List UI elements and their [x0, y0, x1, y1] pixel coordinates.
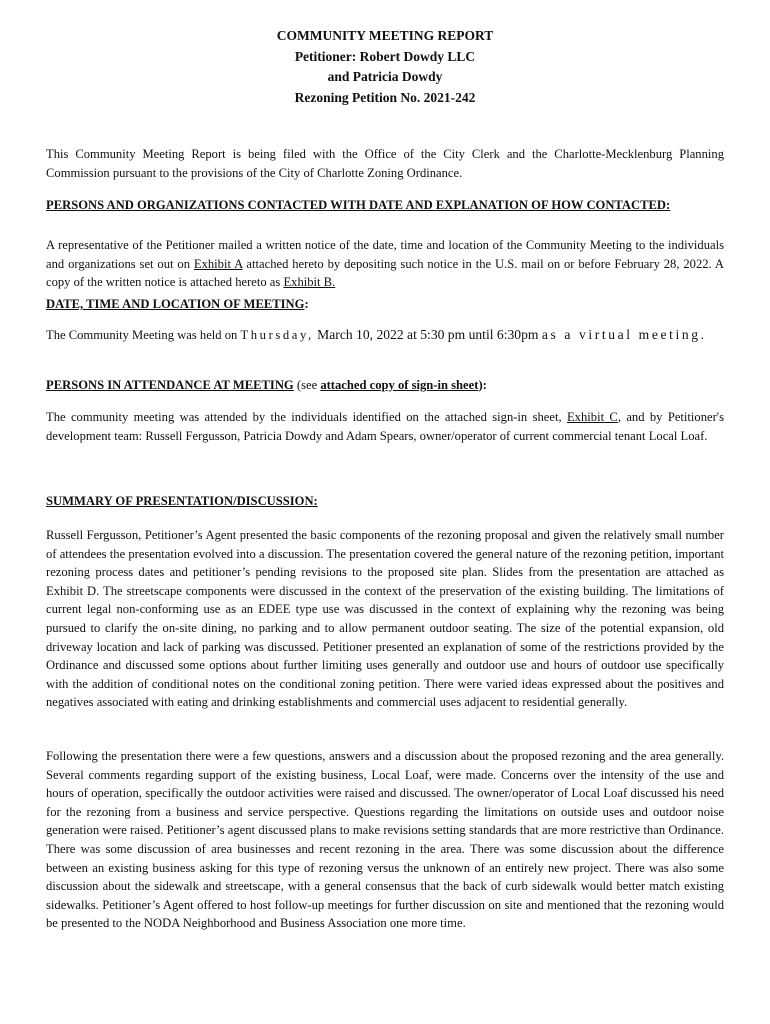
attendance-text: The community meeting was attended by the individuals identified on the attached sign-in sheet, [46, 410, 567, 424]
exhibit-b-link[interactable]: Exhibit B. [283, 275, 336, 290]
see-suffix: ): [478, 378, 487, 392]
date-time-text: The Community Meeting was held on [46, 328, 241, 342]
summary-paragraph-1: Russell Fergusson, Petitioner’s Agent presented the basic components of the rezoning proposal and given the relatively small number of attendees the presentation evolved into a discussion. The presentation covered the general nature of the rezoning petition, important rezoning process dates and petitioner’s pending revisions to the proposed site plan. Slides from the presentation are attached as Exhibit D. The streetscape components were discussed in the context of the preservation of the existing building. The limitations of current legal non-conforming use as an EDEE type use was discussed in the context of explaining why the rezoning was being pursued to clarify the on-site dining, no parking and to allow permanent outdoor seating. The size of the potential expansion, old driveway location and lack of parking was discussed. Petitioner presented an explanation of some of the restrictions provided by the Ordinance and discussed some options about further limiting uses generally and outdoor use and hours of outdoor use specifically with the addition of conditional notes on the conditional zoning petition. There were varied ideas expressed about the positives and negatives associated with eating and drinking establishments and commercial uses adjacent to residential generally. [46, 528, 724, 710]
attendance-text-2: , and by Petitioner's development team: Russell Fergusson, Patricia Dowdy and Adam Spears, owner/operator of current commercial tenant Local Loaf. [46, 410, 724, 443]
persons-contacted-paragraph [46, 236, 724, 292]
meeting-format: as a virtual meeting. [541, 327, 707, 342]
attendance-heading-text: PERSONS IN ATTENDANCE AT MEETING [46, 378, 294, 392]
report-title-block [0, 26, 770, 108]
see-prefix: (see [293, 378, 321, 392]
attendance-heading [46, 377, 724, 393]
date-time-heading-colon: : [304, 297, 309, 311]
contacted-text-2: attached hereto by depositing such notice in the U.S. mail on or before February 28, 2022. A copy of the written notice is attached hereto as [46, 256, 724, 290]
attendance-paragraph [46, 408, 724, 445]
date-time-heading [46, 296, 724, 312]
date-time-heading-text: DATE, TIME AND LOCATION OF MEETING [46, 297, 305, 311]
meeting-day: Thursday, [240, 328, 314, 342]
report-title: COMMUNITY MEETING REPORT [276, 28, 494, 43]
meeting-date-time: March 10, 2022 at 5:30 pm until 6:30pm [313, 327, 542, 342]
sign-in-sheet-link[interactable]: attached copy of sign-in sheet [320, 378, 479, 392]
petition-number: Rezoning Petition No. 2021-242 [294, 89, 476, 105]
exhibit-a-link[interactable]: Exhibit A [193, 256, 243, 271]
intro-paragraph: This Community Meeting Report is being filed with the Office of the City Clerk and the Charlotte-Mecklenburg Planning Commission pursuant to the provisions of the City of Charlotte Zoning Ordinance. [46, 147, 724, 180]
summary-heading: SUMMARY OF PRESENTATION/DISCUSSION: [46, 494, 318, 508]
contacted-text: A representative of the Petitioner mailed a written notice of the date, time and location of the Community Meeting to the individuals and organizations set out on [46, 238, 724, 271]
date-time-paragraph [46, 326, 724, 345]
petitioner-line-2: and Patricia Dowdy [327, 69, 443, 84]
exhibit-c-link[interactable]: Exhibit C [566, 410, 618, 424]
petitioner-line: Petitioner: Robert Dowdy LLC [294, 48, 476, 64]
summary-paragraph-2: Following the presentation there were a few questions, answers and a discussion about the proposed rezoning and the area generally. Several comments regarding support of the existing business, Local Loaf, were made. Concerns over the intensity of the use and hours of operation, specifically the outdoor activities were raised and discussed. The owner/operator of Local Loaf discussed his need for the rezoning from a business and service perspective. Questions regarding the limitations on outside uses and outdoor noise generation were raised. Petitioner’s agent discussed plans to make revisions setting standards that are more restrictive than Ordinance. There was some discussion of area businesses and recent rezoning in the area. There was some discussion about the difference between an existing business asking for this type of rezoning versus the unknown of an entirely new project. There was also some discussion about the sidewalk and streetscape, with a general consensus that the back of curb sidewalk would better match existing sidewalks. Petitioner’s Agent offered to host follow-up meetings for further discussion on site and mentioned that the rezoning would be presented to the NODA Neighborhood and Business Association one more time. [46, 749, 724, 931]
persons-contacted-heading: PERSONS AND ORGANIZATIONS CONTACTED WITH DATE AND EXPLANATION OF HOW CONTACTED: [46, 198, 671, 212]
